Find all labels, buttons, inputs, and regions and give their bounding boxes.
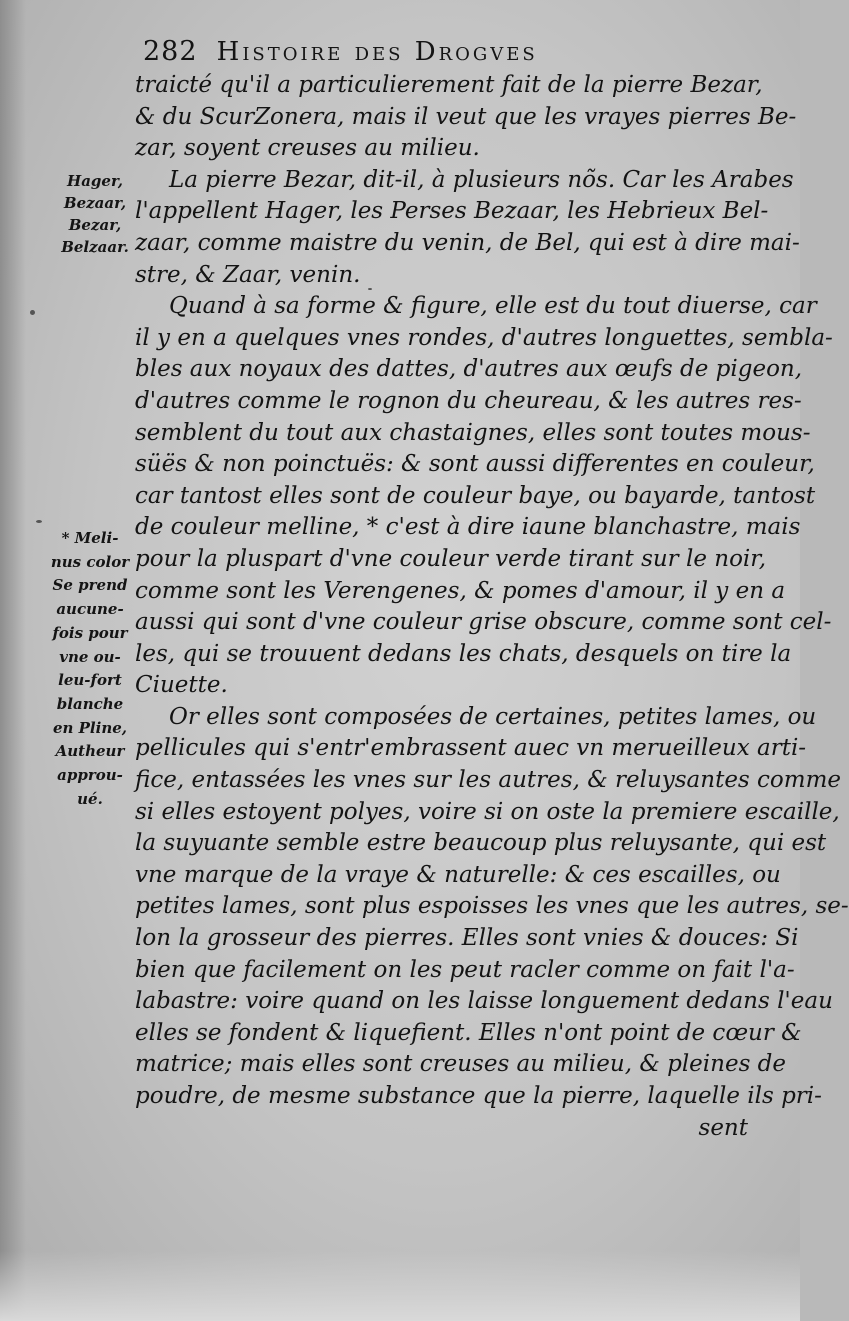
text-line: süës & non poinctuës: & sont aussi differentes en couleur, bbox=[135, 451, 815, 478]
margin-line: Hager, bbox=[67, 172, 123, 190]
text-line: labastre: voire quand on les laisse longuement dedans l'eau bbox=[135, 988, 833, 1015]
text-line: aussi qui sont d'vne couleur grise obscure, comme sont cel- bbox=[135, 609, 832, 636]
text-line: stre, & Zaar, venin. bbox=[135, 261, 361, 288]
text-line: il y en a quelques vnes rondes, d'autres longuettes, sembla- bbox=[135, 324, 833, 351]
text-line: bien que facilement on les peut racler comme on fait l'a- bbox=[135, 956, 795, 983]
text-line: les, qui se trouuent dedans les chats, desquels on tire la bbox=[135, 640, 792, 667]
text-line: fice, entassées les vnes sur les autres, & reluysantes comme bbox=[135, 767, 842, 794]
text-line: Ciuette. bbox=[135, 672, 228, 699]
margin-note-melinus bbox=[44, 527, 136, 811]
margin-line: nus color bbox=[50, 552, 130, 571]
text-line: vne marque de la vraye & naturelle: & ces escailles, ou bbox=[135, 861, 781, 888]
margin-line: Autheur bbox=[55, 742, 125, 761]
text-line: matrice; mais elles sont creuses au milieu, & pleines de bbox=[135, 1051, 787, 1078]
text-line: car tantost elles sont de couleur baye, ou bayarde, tantost bbox=[135, 482, 816, 509]
text-line: l'appellent Hager, les Perses Bezaar, les Hebrieux Bel- bbox=[135, 198, 769, 225]
margin-line: aucune- bbox=[56, 600, 124, 619]
text-line: si elles estoyent polyes, voire si on oste la premiere escaille, bbox=[135, 798, 840, 825]
margin-line: en Pline, bbox=[52, 718, 128, 737]
text-line: lon la grosseur des pierres. Elles sont vnies & douces: Si bbox=[135, 925, 799, 952]
text-line: pellicules qui s'entr'embrassent auec vn merueilleux arti- bbox=[135, 735, 807, 762]
margin-line: vne ou- bbox=[59, 647, 121, 666]
text-line: pour la pluspart d'vne couleur verde tirant sur le noir, bbox=[135, 545, 767, 572]
text-line: semblent du tout aux chastaignes, elles sont toutes mous- bbox=[135, 419, 811, 446]
text-line: poudre, de mesme substance que la pierre, laquelle ils pri- bbox=[135, 1083, 822, 1109]
margin-note-names bbox=[50, 170, 140, 258]
text-line: traicté qu'il a particulierement fait de la pierre Bezar, bbox=[135, 72, 763, 98]
text-line: elles se fondent & liquefient. Elles n'ont point de cœur & bbox=[135, 1019, 802, 1046]
ink-speck bbox=[30, 310, 35, 315]
text-line: zar, soyent creuses au milieu. bbox=[135, 135, 480, 162]
text-line: zaar, comme maistre du venin, de Bel, qui est à dire mai- bbox=[135, 229, 800, 256]
page-number: 282 bbox=[143, 36, 198, 67]
text-line: comme sont les Verengenes, & pomes d'amour, il y en a bbox=[135, 577, 786, 604]
text-line: bles aux noyaux des dattes, d'autres aux œufs de pigeon, bbox=[135, 356, 803, 383]
margin-line: Bezaar, bbox=[63, 194, 127, 212]
body-text bbox=[135, 70, 849, 1144]
text-line: petites lames, sont plus espoisses les vnes que les autres, se- bbox=[135, 893, 849, 920]
text-line: Quand à sa forme & figure, elle est du tout diuerse, car bbox=[169, 293, 817, 320]
margin-line: Se prend bbox=[52, 576, 128, 595]
page-shadow-left bbox=[0, 0, 26, 1321]
text-line: d'autres comme le rognon du cheureau, & les autres res- bbox=[135, 387, 802, 414]
catchword: sent bbox=[698, 1114, 748, 1141]
margin-line: * Meli- bbox=[61, 529, 119, 547]
margin-line: blanche bbox=[56, 694, 124, 713]
text-line: & du ScurZonera, mais il veut que les vrayes pierres Be- bbox=[135, 103, 797, 130]
margin-line: leu-fort bbox=[58, 671, 122, 690]
text-line: la suyuante semble estre beaucoup plus reluysante, qui est bbox=[135, 830, 827, 857]
margin-line: approu- bbox=[57, 766, 123, 785]
ink-speck bbox=[36, 520, 42, 523]
margin-line: Belzaar. bbox=[61, 238, 129, 256]
text-line: de couleur melline, * c'est à dire iaune blanchastre, mais bbox=[135, 514, 801, 541]
margin-line: ué. bbox=[77, 789, 103, 808]
ink-speck bbox=[368, 288, 372, 290]
page-fade-bottom bbox=[0, 1251, 800, 1321]
text-line: Or elles sont composées de certaines, petites lames, ou bbox=[169, 703, 817, 730]
text-line: La pierre Bezar, dit-il, à plusieurs nõs. Car les Arabes bbox=[169, 166, 794, 193]
margin-line: fois pour bbox=[52, 623, 128, 642]
margin-line: Bezar, bbox=[68, 216, 122, 234]
running-title: Histoire des Drogves bbox=[216, 37, 538, 67]
